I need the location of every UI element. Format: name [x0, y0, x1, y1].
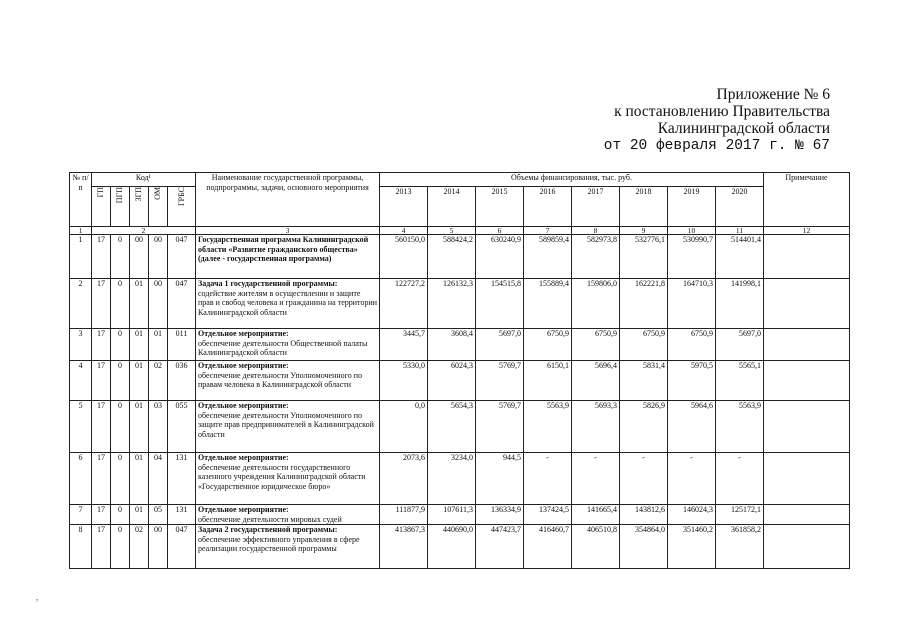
- program-description: обеспечение деятельности мировых судей: [198, 514, 342, 524]
- cell-program-name: [196, 235, 380, 279]
- cell-amount-2015: 136334,9: [476, 505, 524, 525]
- table-row: [70, 329, 850, 361]
- table-row: [70, 279, 850, 329]
- cell-program-name: [196, 401, 380, 453]
- cell-amount-2017: 159806,0: [572, 279, 620, 329]
- cell-amount-2017: 582973,8: [572, 235, 620, 279]
- cell-amount-2013: 0,0: [380, 401, 428, 453]
- cell-amount-2014: 5654,3: [428, 401, 476, 453]
- program-description: обеспечение эффективного управления в сфере реализации государственной программы: [198, 534, 360, 553]
- program-title: Отдельное мероприятие:: [198, 453, 289, 462]
- cell-note: [764, 525, 850, 569]
- cell-zgp: 01: [130, 279, 149, 329]
- cell-note: [764, 505, 850, 525]
- cell-program-name: [196, 453, 380, 505]
- cell-amount-2017: -: [572, 453, 620, 505]
- cell-n: 7: [70, 505, 92, 525]
- header-pgp: ПГП: [111, 187, 130, 227]
- colnum-1: 1: [70, 227, 92, 235]
- cell-om: 00: [149, 525, 168, 569]
- table-row: [70, 453, 850, 505]
- cell-amount-2020: 5563,9: [716, 401, 764, 453]
- cell-gp: 17: [92, 525, 111, 569]
- cell-amount-2020: -: [716, 453, 764, 505]
- cell-amount-2020: 361858,2: [716, 525, 764, 569]
- header-year-2014: 2014: [428, 187, 476, 227]
- table-row: [70, 525, 850, 569]
- cell-amount-2017: 141665,4: [572, 505, 620, 525]
- cell-gp: 17: [92, 329, 111, 361]
- cell-zgp: 01: [130, 361, 149, 401]
- cell-om: 00: [149, 235, 168, 279]
- cell-amount-2019: 530990,7: [668, 235, 716, 279]
- colnum-8: 8: [572, 227, 620, 235]
- cell-pgp: 0: [111, 235, 130, 279]
- cell-amount-2019: 164710,3: [668, 279, 716, 329]
- cell-amount-2015: 5769,7: [476, 361, 524, 401]
- cell-amount-2015: 5697,0: [476, 329, 524, 361]
- cell-amount-2013: 5330,0: [380, 361, 428, 401]
- cell-amount-2013: 3445,7: [380, 329, 428, 361]
- cell-pgp: 0: [111, 279, 130, 329]
- table-row: [70, 361, 850, 401]
- program-description: обеспечение деятельности Уполномоченного по защите прав предпринимателей в Калининградской области: [198, 410, 374, 439]
- appendix-title: Приложение № 6: [716, 86, 830, 103]
- header-volumes: Объемы финансирования, тыс. руб.: [380, 173, 764, 187]
- cell-n: 4: [70, 361, 92, 401]
- cell-amount-2020: 141998,1: [716, 279, 764, 329]
- cell-grbs: 047: [168, 525, 196, 569]
- cell-grbs: 011: [168, 329, 196, 361]
- cell-gp: 17: [92, 453, 111, 505]
- header-year-2013: 2013: [380, 187, 428, 227]
- header-num: № п/п: [70, 173, 92, 227]
- cell-amount-2015: 154515,8: [476, 279, 524, 329]
- cell-amount-2018: 5826,9: [620, 401, 668, 453]
- cell-program-name: [196, 525, 380, 569]
- cell-amount-2014: 3234,0: [428, 453, 476, 505]
- colnum-9: 9: [620, 227, 668, 235]
- cell-amount-2019: 5970,5: [668, 361, 716, 401]
- header-year-2020: 2020: [716, 187, 764, 227]
- cell-amount-2014: 3608,4: [428, 329, 476, 361]
- cell-amount-2018: 532776,1: [620, 235, 668, 279]
- cell-zgp: 01: [130, 329, 149, 361]
- cell-amount-2020: 514401,4: [716, 235, 764, 279]
- header-grbs: ГРБС: [168, 187, 196, 227]
- cell-grbs: 047: [168, 235, 196, 279]
- cell-amount-2014: 107611,3: [428, 505, 476, 525]
- cell-pgp: 0: [111, 505, 130, 525]
- header-year-2017: 2017: [572, 187, 620, 227]
- cell-pgp: 0: [111, 525, 130, 569]
- cell-amount-2020: 125172,1: [716, 505, 764, 525]
- cell-n: 2: [70, 279, 92, 329]
- region-name: Калининградской области: [657, 120, 830, 137]
- cell-amount-2014: 588424,2: [428, 235, 476, 279]
- cell-program-name: [196, 361, 380, 401]
- colnum-4: 4: [380, 227, 428, 235]
- cell-pgp: 0: [111, 453, 130, 505]
- program-title: Отдельное мероприятие:: [198, 401, 289, 410]
- cell-amount-2019: 146024,3: [668, 505, 716, 525]
- header-code: Код¹: [92, 173, 196, 187]
- cell-amount-2016: 155889,4: [524, 279, 572, 329]
- cell-gp: 17: [92, 505, 111, 525]
- stray-mark: ,: [36, 592, 39, 602]
- header-zgp: ЗГП: [130, 187, 149, 227]
- cell-amount-2013: 122727,2: [380, 279, 428, 329]
- resolution-ref: к постановлению Правительства: [614, 103, 830, 120]
- cell-amount-2017: 6750,9: [572, 329, 620, 361]
- cell-om: 01: [149, 329, 168, 361]
- cell-gp: 17: [92, 279, 111, 329]
- header-name: Наименование государственной программы, подпрограммы, задачи, основного мероприятия: [196, 173, 380, 227]
- cell-pgp: 0: [111, 329, 130, 361]
- cell-om: 05: [149, 505, 168, 525]
- cell-amount-2013: 2073,6: [380, 453, 428, 505]
- cell-amount-2014: 126132,3: [428, 279, 476, 329]
- cell-amount-2013: 413867,3: [380, 525, 428, 569]
- colnum-10: 10: [668, 227, 716, 235]
- cell-note: [764, 361, 850, 401]
- colnum-11: 11: [716, 227, 764, 235]
- cell-amount-2019: 6750,9: [668, 329, 716, 361]
- table-row: [70, 235, 850, 279]
- cell-amount-2018: 354864,0: [620, 525, 668, 569]
- program-title: Государственная программа Калининградской области «Развитие гражданского общества» (далее - государственная программа): [198, 235, 369, 263]
- cell-n: 1: [70, 235, 92, 279]
- colnum-3: 3: [196, 227, 380, 235]
- cell-amount-2013: 560150,0: [380, 235, 428, 279]
- cell-gp: 17: [92, 235, 111, 279]
- cell-zgp: 01: [130, 505, 149, 525]
- header-year-2018: 2018: [620, 187, 668, 227]
- program-description: содействие жителям в осуществлении и защите прав и свобод человека и гражданина на территории Калининградской области: [198, 288, 378, 317]
- cell-n: 6: [70, 453, 92, 505]
- table-row: [70, 505, 850, 525]
- program-description: обеспечение деятельности Общественной палаты Калининградской области: [198, 338, 368, 357]
- cell-om: 00: [149, 279, 168, 329]
- financing-table: [69, 172, 850, 569]
- cell-gp: 17: [92, 401, 111, 453]
- cell-amount-2016: 6750,9: [524, 329, 572, 361]
- colnum-7: 7: [524, 227, 572, 235]
- cell-amount-2014: 6024,3: [428, 361, 476, 401]
- cell-amount-2016: 416460,7: [524, 525, 572, 569]
- resolution-date: от 20 февраля 2017 г. № 67: [603, 138, 830, 154]
- colnum-5: 5: [428, 227, 476, 235]
- cell-om: 02: [149, 361, 168, 401]
- cell-amount-2015: 630240,9: [476, 235, 524, 279]
- cell-grbs: 036: [168, 361, 196, 401]
- cell-amount-2015: 944,5: [476, 453, 524, 505]
- colnum-6: 6: [476, 227, 524, 235]
- program-description: обеспечение деятельности Уполномоченного по правам человека в Калининградской области: [198, 370, 362, 389]
- cell-amount-2018: -: [620, 453, 668, 505]
- cell-grbs: 055: [168, 401, 196, 453]
- cell-amount-2015: 5769,7: [476, 401, 524, 453]
- cell-note: [764, 401, 850, 453]
- cell-amount-2016: 6150,1: [524, 361, 572, 401]
- cell-amount-2016: -: [524, 453, 572, 505]
- cell-amount-2016: 589859,4: [524, 235, 572, 279]
- cell-note: [764, 453, 850, 505]
- cell-note: [764, 235, 850, 279]
- cell-pgp: 0: [111, 401, 130, 453]
- cell-amount-2018: 5831,4: [620, 361, 668, 401]
- cell-n: 3: [70, 329, 92, 361]
- cell-amount-2016: 137424,5: [524, 505, 572, 525]
- cell-amount-2013: 111877,9: [380, 505, 428, 525]
- cell-note: [764, 329, 850, 361]
- cell-amount-2016: 5563,9: [524, 401, 572, 453]
- program-title: Отдельное мероприятие:: [198, 361, 289, 370]
- header-note: Примечание: [764, 173, 850, 227]
- program-title: Задача 2 государственной программы:: [198, 525, 338, 534]
- cell-grbs: 131: [168, 505, 196, 525]
- cell-amount-2018: 143812,6: [620, 505, 668, 525]
- cell-n: 5: [70, 401, 92, 453]
- cell-grbs: 131: [168, 453, 196, 505]
- cell-zgp: 01: [130, 453, 149, 505]
- header-year-2016: 2016: [524, 187, 572, 227]
- header-gp: ГП: [92, 187, 111, 227]
- cell-amount-2019: -: [668, 453, 716, 505]
- cell-amount-2020: 5697,0: [716, 329, 764, 361]
- colnum-12: 12: [764, 227, 850, 235]
- table-row: [70, 401, 850, 453]
- cell-grbs: 047: [168, 279, 196, 329]
- cell-zgp: 00: [130, 235, 149, 279]
- program-title: Отдельное мероприятие:: [198, 329, 289, 338]
- cell-program-name: [196, 505, 380, 525]
- document-header: [604, 86, 830, 155]
- header-om: ОМ: [149, 187, 168, 227]
- cell-amount-2018: 6750,9: [620, 329, 668, 361]
- cell-amount-2019: 5964,6: [668, 401, 716, 453]
- cell-zgp: 01: [130, 401, 149, 453]
- cell-amount-2017: 5696,4: [572, 361, 620, 401]
- program-title: Задача 1 государственной программы:: [198, 279, 338, 288]
- cell-om: 03: [149, 401, 168, 453]
- cell-n: 8: [70, 525, 92, 569]
- cell-amount-2020: 5565,1: [716, 361, 764, 401]
- cell-amount-2015: 447423,7: [476, 525, 524, 569]
- cell-program-name: [196, 329, 380, 361]
- cell-zgp: 02: [130, 525, 149, 569]
- cell-pgp: 0: [111, 361, 130, 401]
- header-year-2019: 2019: [668, 187, 716, 227]
- cell-amount-2019: 351460,2: [668, 525, 716, 569]
- colnum-2: 2: [92, 227, 196, 235]
- cell-amount-2014: 440690,0: [428, 525, 476, 569]
- cell-om: 04: [149, 453, 168, 505]
- cell-amount-2018: 162221,8: [620, 279, 668, 329]
- cell-gp: 17: [92, 361, 111, 401]
- cell-note: [764, 279, 850, 329]
- cell-amount-2017: 406510,8: [572, 525, 620, 569]
- cell-amount-2017: 5693,3: [572, 401, 620, 453]
- program-description: обеспечение деятельности государственного казенного учреждения Калининградской области «Государственное юридическое бюро»: [198, 462, 366, 491]
- header-year-2015: 2015: [476, 187, 524, 227]
- program-title: Отдельное мероприятие:: [198, 505, 289, 514]
- cell-program-name: [196, 279, 380, 329]
